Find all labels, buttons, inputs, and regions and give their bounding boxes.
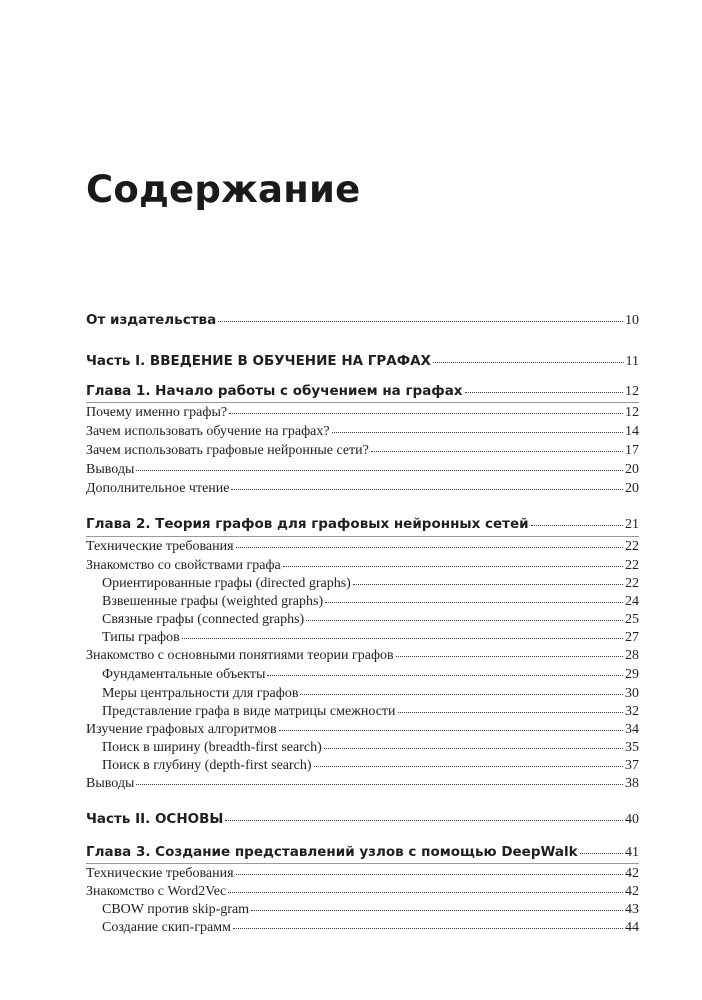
toc-entry-label: Поиск в ширину (breadth-first search)	[102, 740, 322, 755]
dot-leader	[136, 460, 623, 471]
toc-entry-label: Глава 2. Теория графов для графовых нейронных сетей	[86, 516, 529, 532]
dot-leader	[465, 382, 623, 393]
dot-leader	[353, 574, 623, 585]
dot-leader	[236, 864, 623, 875]
dot-leader	[332, 422, 623, 433]
toc-entry-page: 22	[625, 576, 639, 591]
toc-entry-page: 42	[625, 884, 639, 899]
dot-leader	[236, 537, 623, 548]
toc-entry-page: 21	[625, 517, 639, 532]
toc-entry-page: 32	[625, 704, 639, 719]
toc-entry-label: Фундаментальные объекты	[102, 667, 266, 682]
toc-entry[interactable]	[86, 353, 639, 371]
toc-entry[interactable]	[86, 481, 639, 499]
toc-entry-page: 44	[625, 920, 639, 935]
toc-entry-page: 17	[625, 443, 639, 458]
toc-entry[interactable]	[86, 443, 639, 461]
dot-leader	[324, 738, 623, 749]
dot-leader	[228, 882, 623, 893]
toc-entry[interactable]	[102, 920, 639, 938]
toc-entry-page: 27	[625, 630, 639, 645]
dot-leader	[433, 352, 624, 363]
toc-entry-label: Технические требования	[86, 866, 234, 881]
toc-entry[interactable]	[86, 516, 639, 534]
toc-entry-label: Выводы	[86, 776, 135, 791]
dot-leader	[531, 515, 623, 526]
toc-entry-label: От издательства	[86, 312, 217, 328]
toc-entry[interactable]	[86, 424, 639, 442]
dot-leader	[396, 646, 623, 657]
toc-entry-page: 38	[625, 776, 639, 791]
toc-entry-label: Выводы	[86, 462, 135, 477]
toc-entry-label: Часть I. ВВЕДЕНИЕ В ОБУЧЕНИЕ НА ГРАФАХ	[86, 353, 431, 369]
toc-entry-page: 34	[625, 722, 639, 737]
toc-entry[interactable]	[86, 844, 639, 862]
toc-entry-label: Связные графы (connected graphs)	[102, 612, 305, 627]
dot-leader	[279, 720, 623, 731]
toc-entry-label: Знакомство с основными понятиями теории графов	[86, 648, 394, 663]
toc-entry[interactable]	[86, 811, 639, 829]
toc-entry-page: 14	[625, 424, 639, 439]
toc-entry[interactable]	[86, 312, 639, 330]
toc-entry-page: 22	[625, 539, 639, 554]
dot-leader	[136, 774, 623, 785]
dot-leader	[233, 918, 623, 929]
toc-entry-page: 24	[625, 594, 639, 609]
toc-entry[interactable]	[102, 667, 639, 685]
toc-entry-page: 20	[625, 481, 639, 496]
toc-entry-page: 12	[625, 384, 639, 399]
toc-entry[interactable]	[86, 383, 639, 401]
toc-entry-label: Зачем использовать обучение на графах?	[86, 424, 330, 439]
toc-entry-page: 37	[625, 758, 639, 773]
toc-entry-label: Зачем использовать графовые нейронные сети?	[86, 443, 369, 458]
section-rule	[86, 863, 639, 864]
dot-leader	[283, 556, 623, 567]
toc-entry-page: 29	[625, 667, 639, 682]
toc-entry-page: 41	[625, 845, 639, 860]
dot-leader	[580, 843, 623, 854]
toc-entry-label: CBOW против skip-gram	[102, 902, 250, 917]
toc-entry-label: Ориентированные графы (directed graphs)	[102, 576, 351, 591]
toc-entry-label: Почему именно графы?	[86, 405, 228, 420]
toc-entry-label: Создание скип-грамм	[102, 920, 231, 935]
dot-leader	[267, 665, 623, 676]
toc-entry[interactable]	[86, 648, 639, 666]
toc-entry[interactable]	[86, 776, 639, 794]
toc-entry-label: Изучение графовых алгоритмов	[86, 722, 277, 737]
toc-entry-page: 11	[625, 354, 639, 369]
section-rule	[86, 402, 639, 403]
toc-entry-label: Дополнительное чтение	[86, 481, 230, 496]
toc-entry-label: Знакомство с Word2Vec	[86, 884, 227, 899]
dot-leader	[182, 628, 623, 639]
toc-entry[interactable]	[86, 405, 639, 423]
dot-leader	[251, 900, 623, 911]
toc-entry-page: 22	[625, 558, 639, 573]
toc-entry-label: Поиск в глубину (depth-first search)	[102, 758, 312, 773]
toc-entry-label: Знакомство со свойствами графа	[86, 558, 281, 573]
page-title: Содержание	[86, 168, 361, 211]
toc-entry[interactable]	[86, 539, 639, 557]
dot-leader	[231, 479, 623, 490]
toc-entry-label: Взвешенные графы (weighted graphs)	[102, 594, 324, 609]
toc-entry-label: Типы графов	[102, 630, 180, 645]
dot-leader	[225, 810, 623, 821]
dot-leader	[314, 756, 623, 767]
toc-entry-page: 40	[625, 812, 639, 827]
toc-entry-label: Часть II. ОСНОВЫ	[86, 811, 224, 827]
toc-entry-page: 30	[625, 686, 639, 701]
dot-leader	[398, 702, 623, 713]
toc-entry-label: Технические требования	[86, 539, 234, 554]
toc-entry-label: Меры центральности для графов	[102, 686, 299, 701]
toc-entry-page: 42	[625, 866, 639, 881]
toc-entry-page: 28	[625, 648, 639, 663]
toc-entry-label: Глава 3. Создание представлений узлов с помощью DeepWalk	[86, 844, 578, 860]
toc-entry-page: 10	[625, 313, 639, 328]
toc-entry-label: Глава 1. Начало работы с обучением на графах	[86, 383, 463, 399]
toc-entry-page: 43	[625, 902, 639, 917]
dot-leader	[229, 403, 623, 414]
toc-entry-label: Представление графа в виде матрицы смежности	[102, 704, 396, 719]
toc-entry-page: 20	[625, 462, 639, 477]
dot-leader	[325, 592, 623, 603]
toc-entry-page: 25	[625, 612, 639, 627]
dot-leader	[218, 311, 623, 322]
toc-entry[interactable]	[86, 462, 639, 480]
dot-leader	[300, 684, 623, 695]
dot-leader	[306, 610, 623, 621]
section-rule	[86, 536, 639, 537]
toc-entry-page: 12	[625, 405, 639, 420]
toc-entry-page: 35	[625, 740, 639, 755]
dot-leader	[371, 441, 623, 452]
